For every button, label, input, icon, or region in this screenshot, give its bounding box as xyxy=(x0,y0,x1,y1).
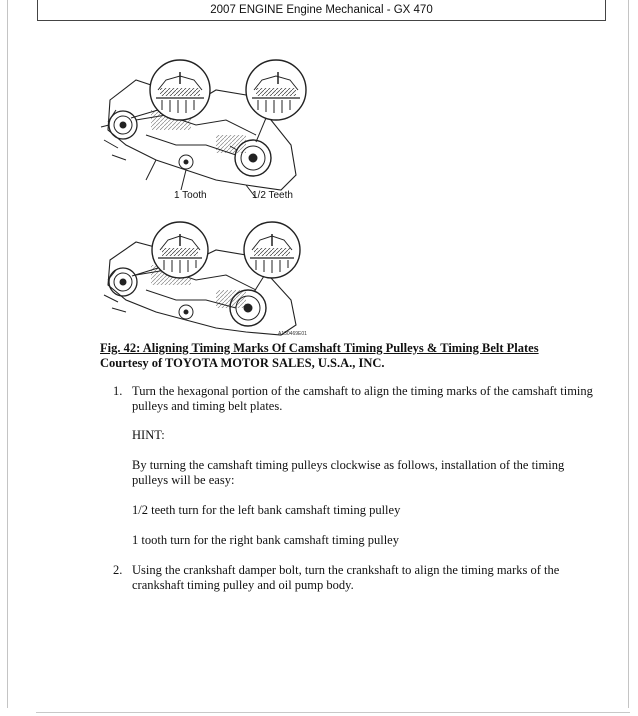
step-number: 1. xyxy=(113,384,123,398)
engine-view-bottom xyxy=(104,222,300,335)
step-number: 2. xyxy=(113,563,123,577)
step-1-left-bank-note: 1/2 teeth turn for the left bank camshaft timing pulley xyxy=(132,503,401,517)
page-header xyxy=(37,0,606,21)
caption-title: Fig. 42: Aligning Timing Marks Of Camshaft Timing Pulleys & Timing Belt Plates xyxy=(100,341,539,355)
caption-courtesy: Courtesy of TOYOTA MOTOR SALES, U.S.A., INC. xyxy=(100,356,385,370)
step-1 xyxy=(100,384,600,548)
label-half-teeth: 1/2 Teeth xyxy=(252,190,293,201)
step-1-right-bank-note: 1 tooth turn for the right bank camshaft timing pulley xyxy=(132,533,399,547)
step-1-hint-text: By turning the camshaft timing pulleys clockwise as follows, installation of the timing pulleys will be easy: xyxy=(132,458,565,487)
figure-code: A130469E01 xyxy=(278,331,307,337)
procedure-steps xyxy=(100,384,600,608)
label-one-tooth: 1 Tooth xyxy=(174,190,207,201)
page-bottom-rule xyxy=(36,712,630,713)
engine-view-top xyxy=(101,60,306,198)
step-2 xyxy=(100,563,600,593)
figure-caption xyxy=(100,341,600,371)
header-title: 2007 ENGINE Engine Mechanical - GX 470 xyxy=(210,4,433,16)
step-1-instruction: Turn the hexagonal portion of the camshaft to align the timing marks of the camshaft timing pulleys and timing belt plates. xyxy=(132,384,593,413)
step-2-instruction: Using the crankshaft damper bolt, turn the crankshaft to align the timing marks of the crankshaft timing pulley and oil pump body. xyxy=(132,563,560,592)
engine-illustration xyxy=(96,50,312,338)
engine-illustration-drawing xyxy=(96,50,312,338)
step-1-hint-label: HINT: xyxy=(132,428,165,442)
